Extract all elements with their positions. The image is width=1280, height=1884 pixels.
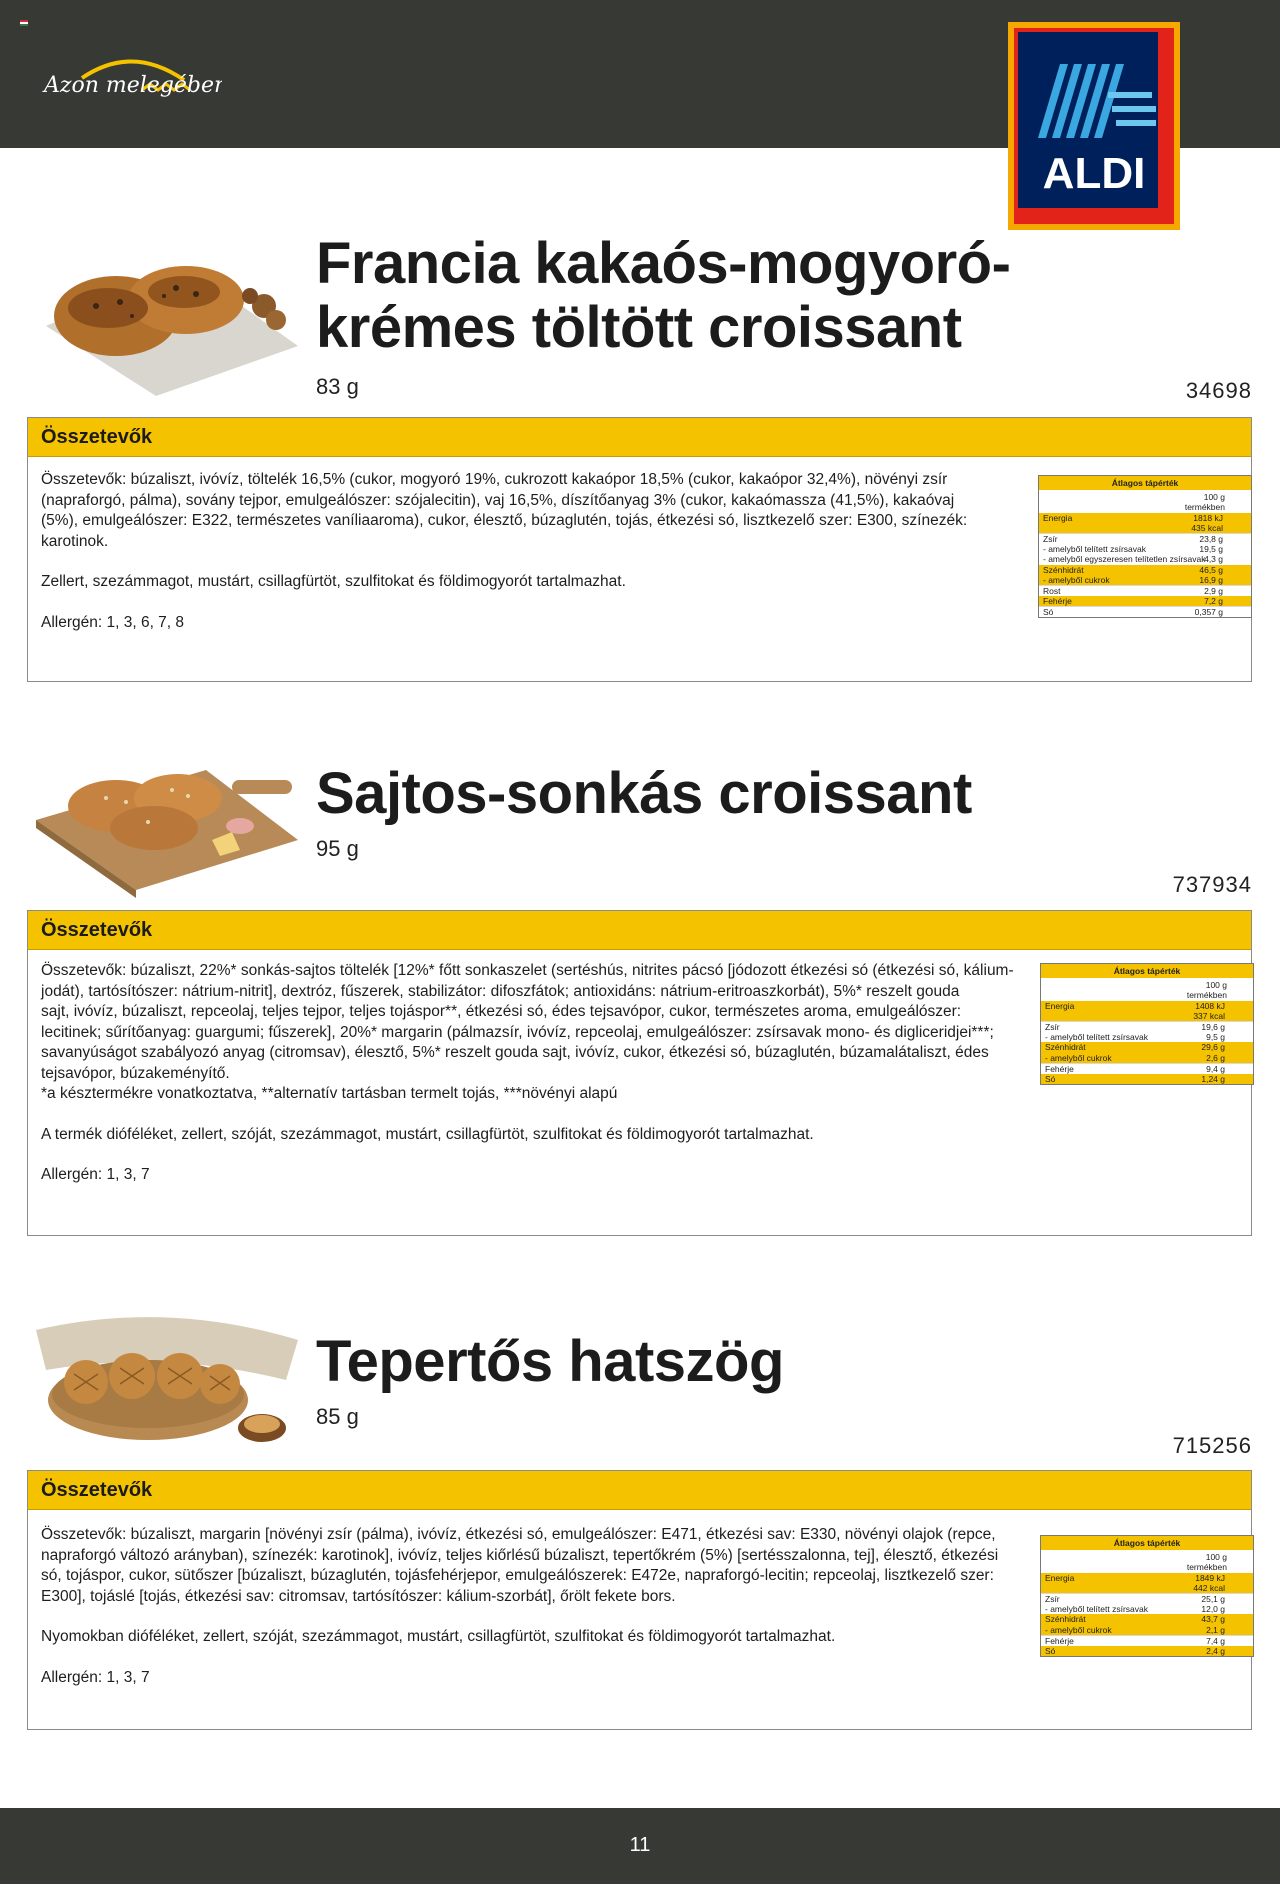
- nutrition-label: Zsír: [1045, 1593, 1060, 1604]
- ingredients-header-label: Összetevők: [41, 426, 153, 448]
- may-contain-text: Nyomokban dióféléket, zellert, szóját, szezámmagot, mustárt, csillagfürtöt, szulfitokat és földimogyorót tartalmazhat.: [41, 1628, 836, 1645]
- product-code: 737934: [1172, 872, 1252, 897]
- nutrition-value: 29,6 g: [1201, 1042, 1225, 1053]
- nutrition-label: Energia: [1045, 1572, 1075, 1583]
- ingredients-box: [27, 910, 1252, 1236]
- nutrition-label: Só: [1043, 607, 1054, 618]
- nutrition-row: [1041, 1646, 1253, 1656]
- brand-text: Azon melegében: [44, 73, 222, 98]
- nutrition-row: [1041, 1583, 1253, 1593]
- ingredients-line: tejsavópor, búzakeményítő.: [41, 1064, 230, 1082]
- nutrition-row: [1041, 1604, 1253, 1614]
- nutrition-header: Átlagos tápérték: [1039, 476, 1251, 490]
- nutrition-label: Zsír: [1045, 1021, 1060, 1032]
- flag-icon: [20, 20, 28, 26]
- nutrition-label: - amelyből telített zsírsavak: [1043, 544, 1146, 555]
- nutrition-value: 337 kcal: [1193, 1010, 1225, 1021]
- nutrition-label: - amelyből cukrok: [1043, 574, 1110, 585]
- nutrition-value: 4,3 g: [1204, 554, 1223, 565]
- nutrition-row: [1041, 1021, 1253, 1032]
- product-title-line-2: krémes töltött croissant: [316, 295, 962, 360]
- nutrition-row: [1039, 544, 1251, 554]
- product-weight: 83 g: [316, 374, 359, 399]
- nutrition-label: Zsír: [1043, 533, 1058, 544]
- product-photo-croissant-ham-cheese: [36, 740, 298, 890]
- nutrition-value: 23,8 g: [1199, 533, 1223, 544]
- nutrition-value: 25,1 g: [1201, 1593, 1225, 1604]
- nutrition-column-header: 100 g termékben: [1186, 980, 1227, 1001]
- nutrition-row: [1041, 1001, 1253, 1011]
- ingredients-line: napraforgó változó arányban), színezék: karotinok], ivóvíz, teljes kiőrlésű búzaliszt, tepertőkrém (5%) [sertésszalonna, tej], élesztő, étkezési: [41, 1546, 999, 1564]
- nutrition-row: [1039, 523, 1251, 533]
- nutrition-label: - amelyből telített zsírsavak: [1045, 1604, 1148, 1615]
- ingredients-line: só, tojáspor, cukor, sütőszer [búzaliszt, búzaglutén, tojásfehérjepor, emulgeálószerek: E472e, napraforgó-lecitin; repceolaj, lisztkezelő szer:: [41, 1567, 994, 1584]
- nutrition-value: 43,7 g: [1201, 1614, 1225, 1625]
- nutrition-value: 435 kcal: [1191, 522, 1223, 533]
- ingredients-line: savanyúságot szabályozó anyag (citromsav), élesztő, 5%* reszelt gouda sajt, ivóvíz, cukor, étkezési só, búzaglutén, búzamalátaliszt, édes: [41, 1044, 989, 1061]
- nutrition-label: Só: [1045, 1645, 1056, 1656]
- ingredients-header: [28, 911, 1251, 950]
- ingredients-text: [41, 1525, 1041, 1688]
- nutrition-row: [1041, 1042, 1253, 1052]
- ingredients-line: jodát), tartósítószer: nátrium-nitrit], dextróz, fűszerek, stabilizátor: difoszfátok; antioxidáns: nátrium-eritroaszkorbát), 5%* reszelt gouda: [41, 982, 960, 1000]
- product-photo-croissant-cocoa: [36, 236, 298, 386]
- ingredients-line: Összetevők: búzaliszt, ivóvíz, töltelék 16,5% (cukor, mogyoró 19%, cukrozott kakaópor 18,5% (cukor, kakaópor 32,4%), növényi zsír: [41, 471, 948, 488]
- nutrition-row: [1041, 1053, 1253, 1063]
- product-title: [316, 1330, 784, 1394]
- nutrition-rows: [1041, 1573, 1253, 1657]
- aldi-logo: [1008, 22, 1180, 230]
- ingredients-box: [27, 417, 1252, 682]
- nutrition-table: [1038, 475, 1252, 618]
- nutrition-label: Fehérje: [1043, 596, 1072, 607]
- aldi-stripes-icon: [1008, 22, 1180, 230]
- nutrition-label: Fehérje: [1045, 1063, 1074, 1074]
- nutrition-column-header: 100 g termékben: [1186, 1552, 1227, 1573]
- page-number: 11: [629, 1834, 651, 1856]
- nutrition-value: 442 kcal: [1193, 1582, 1225, 1593]
- nutrition-row: [1039, 533, 1251, 544]
- nutrition-row: [1041, 1614, 1253, 1624]
- nutrition-row: [1039, 606, 1251, 617]
- nutrition-row: [1041, 1625, 1253, 1635]
- nutrition-label: Energia: [1045, 1000, 1075, 1011]
- nutrition-label: Fehérje: [1045, 1635, 1074, 1646]
- product-photo-pastry-basket: [36, 1310, 298, 1460]
- ingredients-line: *a késztermékre vonatkoztatva, **alternatív tartásban termelt tojás, ***növényi alapú: [41, 1085, 618, 1102]
- may-contain-text: Zellert, szezámmagot, mustárt, csillagfürtöt, szulfitokat és földimogyorót tartalmazhat.: [41, 573, 626, 590]
- product-title-line-1: Sajtos-sonkás croissant: [316, 761, 972, 826]
- aldi-logo-text: ALDI: [1042, 149, 1146, 198]
- nutrition-row: [1039, 554, 1251, 564]
- ingredients-line: sajt, ivóvíz, búzaliszt, repceolaj, teljes tejpor, teljes tojáspor**, étkezési só, édes tejsavópor, cukor, természetes aroma, emulgeálószer:: [41, 1003, 962, 1020]
- nutrition-label: Szénhidrát: [1043, 564, 1084, 575]
- ingredients-header-label: Összetevők: [41, 1479, 153, 1501]
- nutrition-row: [1039, 585, 1251, 596]
- ingredients-header: [28, 418, 1251, 457]
- nutrition-value: 7,2 g: [1204, 596, 1223, 607]
- nutrition-label: Rost: [1043, 585, 1061, 596]
- nutrition-label: - amelyből telített zsírsavak: [1045, 1032, 1148, 1043]
- nutrition-value: 2,4 g: [1206, 1645, 1225, 1656]
- nutrition-label: - amelyből cukrok: [1045, 1624, 1112, 1635]
- ingredients-line: karotinok.: [41, 532, 109, 550]
- nutrition-label: Szénhidrát: [1045, 1614, 1086, 1625]
- product-code: 34698: [1185, 378, 1252, 403]
- product-title-line-1: Tepertős hatszög: [316, 1329, 784, 1394]
- nutrition-table: [1040, 963, 1254, 1085]
- ingredients-line: (napraforgó, pálma), sovány tejpor, emulgeálószer: szójalecitin), vaj 16,5%, díszítőanyag 3% (cukor, kakaómassza (41,5%), kakaóvaj: [41, 491, 955, 509]
- product-weight: 95 g: [316, 836, 359, 861]
- nutrition-row: [1041, 1573, 1253, 1583]
- product-title-line-1: Francia kakaós-mogyoró-: [316, 231, 1011, 296]
- nutrition-value: 2,9 g: [1204, 585, 1223, 596]
- nutrition-row: [1039, 565, 1251, 575]
- ingredients-line: E300], tojáslé [tojás, étkezési sav: citromsav, tartósítószer: kálium-szorbát], őrölt fekete bors.: [41, 1587, 676, 1605]
- nutrition-row: [1039, 513, 1251, 523]
- nutrition-value: 1,24 g: [1201, 1073, 1225, 1084]
- nutrition-value: 2,6 g: [1206, 1052, 1225, 1063]
- nutrition-label: Só: [1045, 1073, 1056, 1084]
- nutrition-row: [1039, 596, 1251, 606]
- may-contain-text: A termék dióféléket, zellert, szóját, szezámmagot, mustárt, csillagfürtöt, szulfitokat és földimogyorót tartalmazhat.: [41, 1125, 814, 1143]
- nutrition-rows: [1041, 1001, 1253, 1085]
- brand-sun-icon: [42, 50, 222, 110]
- nutrition-label: - amelyből egyszeresen telítetlen zsírsavak: [1043, 554, 1206, 565]
- nutrition-header: Átlagos tápérték: [1041, 964, 1253, 978]
- product-code: 715256: [1172, 1433, 1252, 1458]
- product-title: [316, 232, 1010, 360]
- nutrition-label: - amelyből cukrok: [1045, 1052, 1112, 1063]
- nutrition-rows: [1039, 513, 1251, 618]
- nutrition-value: 16,9 g: [1199, 574, 1223, 585]
- nutrition-label: Energia: [1043, 512, 1073, 523]
- nutrition-value: 1408 kJ: [1195, 1000, 1225, 1011]
- nutrition-row: [1039, 575, 1251, 585]
- product-weight: 85 g: [316, 1404, 359, 1429]
- ingredients-text: [41, 470, 1041, 633]
- nutrition-value: 12,0 g: [1201, 1604, 1225, 1615]
- ingredients-line: lecitinek; sűrítőanyag: guargumi; fűszerek], 20%* margarin (pálmazsír, ivóvíz, repceolaj, emulgeálószer: zsírsavak mono- és digliceridjei***;: [41, 1023, 994, 1041]
- ingredients-line: Összetevők: búzaliszt, margarin [növényi zsír (pálma), ivóvíz, étkezési só, emulgeálószer: E471, étkezési sav: E330, növényi olajok (repce,: [41, 1526, 996, 1543]
- nutrition-row: [1041, 1032, 1253, 1042]
- footer-bar: [0, 1808, 1280, 1884]
- nutrition-value: 1818 kJ: [1193, 512, 1223, 523]
- ingredients-line: Összetevők: búzaliszt, 22%* sonkás-sajtos töltelék [12%* főtt sonkaszelet (sertéshús, nitrites pácsó [jódozott étkezési só (étkezési só, kálium-: [41, 962, 1014, 979]
- nutrition-row: [1041, 1635, 1253, 1646]
- ingredients-line: (5%), emulgeálószer: E322, természetes vaníliaaroma), cukor, élesztő, búzaglutén, tojás, étkezési só, lisztkezelő szer: E300, színezék:: [41, 512, 968, 529]
- nutrition-value: 0,357 g: [1194, 607, 1223, 618]
- nutrition-table: [1040, 1535, 1254, 1657]
- product-title: [316, 762, 972, 826]
- nutrition-value: 9,4 g: [1206, 1063, 1225, 1074]
- nutrition-label: Szénhidrát: [1045, 1042, 1086, 1053]
- ingredients-header: [28, 1471, 1251, 1510]
- brand-logo: [42, 50, 222, 110]
- nutrition-value: 7,4 g: [1206, 1635, 1225, 1646]
- ingredients-text: [41, 961, 1041, 1186]
- nutrition-row: [1041, 1011, 1253, 1021]
- allergen-text: Allergén: 1, 3, 6, 7, 8: [41, 613, 185, 631]
- nutrition-value: 46,5 g: [1199, 564, 1223, 575]
- nutrition-row: [1041, 1593, 1253, 1604]
- nutrition-value: 19,5 g: [1199, 544, 1223, 555]
- nutrition-value: 1849 kJ: [1195, 1572, 1225, 1583]
- ingredients-header-label: Összetevők: [41, 919, 153, 941]
- allergen-text: Allergén: 1, 3, 7: [41, 1166, 150, 1183]
- nutrition-value: 9,5 g: [1206, 1032, 1225, 1043]
- ingredients-box: [27, 1470, 1252, 1730]
- nutrition-value: 2,1 g: [1206, 1624, 1225, 1635]
- allergen-text: Allergén: 1, 3, 7: [41, 1668, 150, 1686]
- nutrition-row: [1041, 1074, 1253, 1084]
- nutrition-header: Átlagos tápérték: [1041, 1536, 1253, 1550]
- nutrition-row: [1041, 1063, 1253, 1074]
- nutrition-column-header: 100 g termékben: [1184, 492, 1225, 513]
- nutrition-value: 19,6 g: [1201, 1021, 1225, 1032]
